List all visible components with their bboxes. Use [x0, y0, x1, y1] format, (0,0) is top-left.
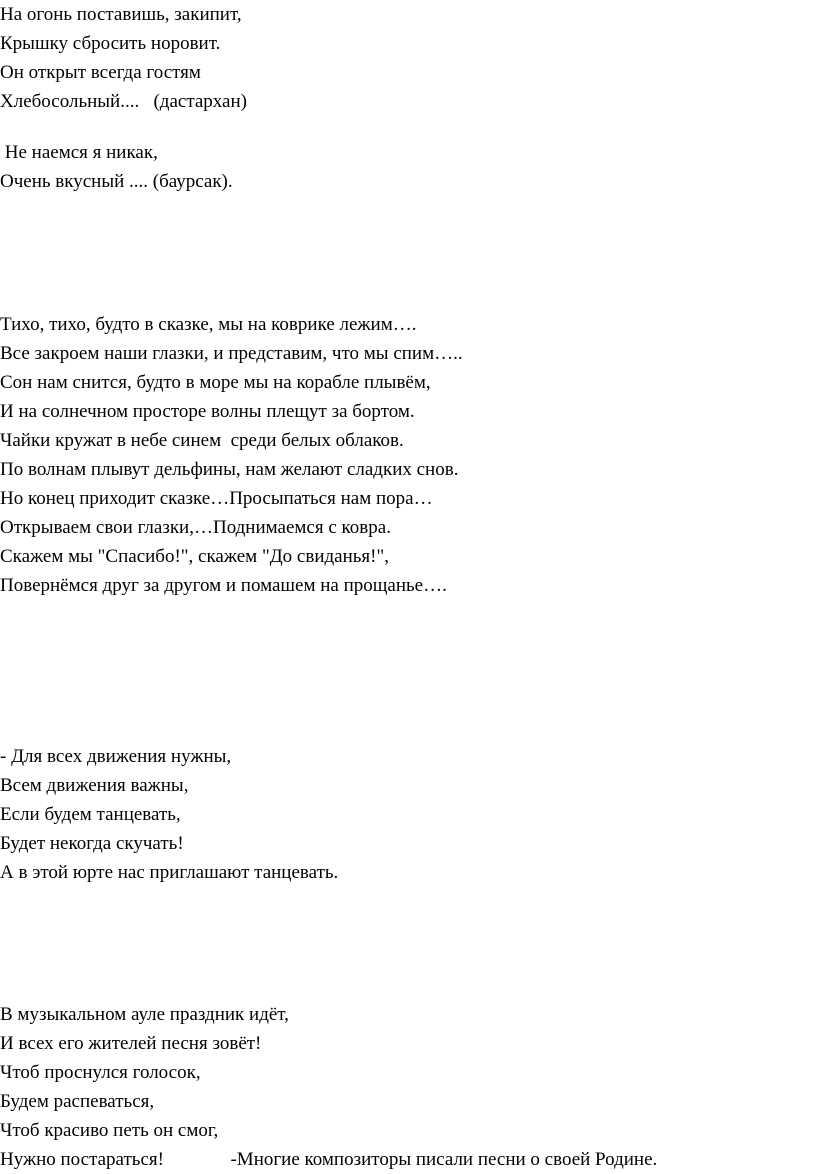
text-line: А в этой юрте нас приглашают танцевать.: [0, 862, 339, 883]
text-line: В музыкальном ауле праздник идёт,: [0, 1004, 289, 1025]
text-line: И всех его жителей песня зовёт!: [0, 1033, 262, 1054]
text-line: Всем движения важны,: [0, 775, 189, 796]
text-line: Сон нам снится, будто в море мы на корабле плывём,: [0, 372, 431, 393]
text-line: Если будем танцевать,: [0, 804, 181, 825]
text-line: Все закроем наши глазки, и представим, что мы спим…..: [0, 343, 463, 364]
riddle-dastarkhan: [0, 0, 247, 116]
text-line: Скажем мы "Спасибо!", скажем "До свиданья!",: [0, 546, 389, 567]
text-line: Будем распеваться,: [0, 1091, 155, 1112]
music-aul-poem: [0, 1000, 657, 1174]
text-line: И на солнечном просторе волны плещут за бортом.: [0, 401, 415, 422]
text-line: Крышку сбросить норовит.: [0, 33, 221, 54]
text-line: Открываем свои глазки,…Поднимаемся с ковра.: [0, 517, 391, 538]
text-line: Но конец приходит сказке…Просыпаться нам пора…: [0, 488, 433, 509]
text-line: По волнам плывут дельфины, нам желают сладких снов.: [0, 459, 459, 480]
text-line: Не наемся я никак,: [0, 142, 158, 163]
riddle-baursak: [0, 138, 233, 196]
relaxation-poem: [0, 310, 463, 600]
text-line: Он открыт всегда гостям: [0, 62, 201, 83]
text-line: Хлебосольный.... (дастархан): [0, 91, 247, 112]
text-line: Чайки кружат в небе синем среди белых облаков.: [0, 430, 404, 451]
movement-poem: [0, 742, 338, 887]
text-line: Нужно постараться! -Многие композиторы писали песни о своей Родине.: [0, 1149, 658, 1170]
text-line: На огонь поставишь, закипит,: [0, 4, 242, 25]
text-line: - Для всех движения нужны,: [0, 746, 232, 767]
text-line: Тихо, тихо, будто в сказке, мы на коврике лежим….: [0, 314, 417, 335]
text-line: Чтоб проснулся голосок,: [0, 1062, 201, 1083]
text-line: Будет некогда скучать!: [0, 833, 184, 854]
text-line: Повернёмся друг за другом и помашем на прощанье….: [0, 575, 447, 596]
text-line: Очень вкусный .... (баурсак).: [0, 171, 233, 192]
text-line: Чтоб красиво петь он смог,: [0, 1120, 219, 1141]
